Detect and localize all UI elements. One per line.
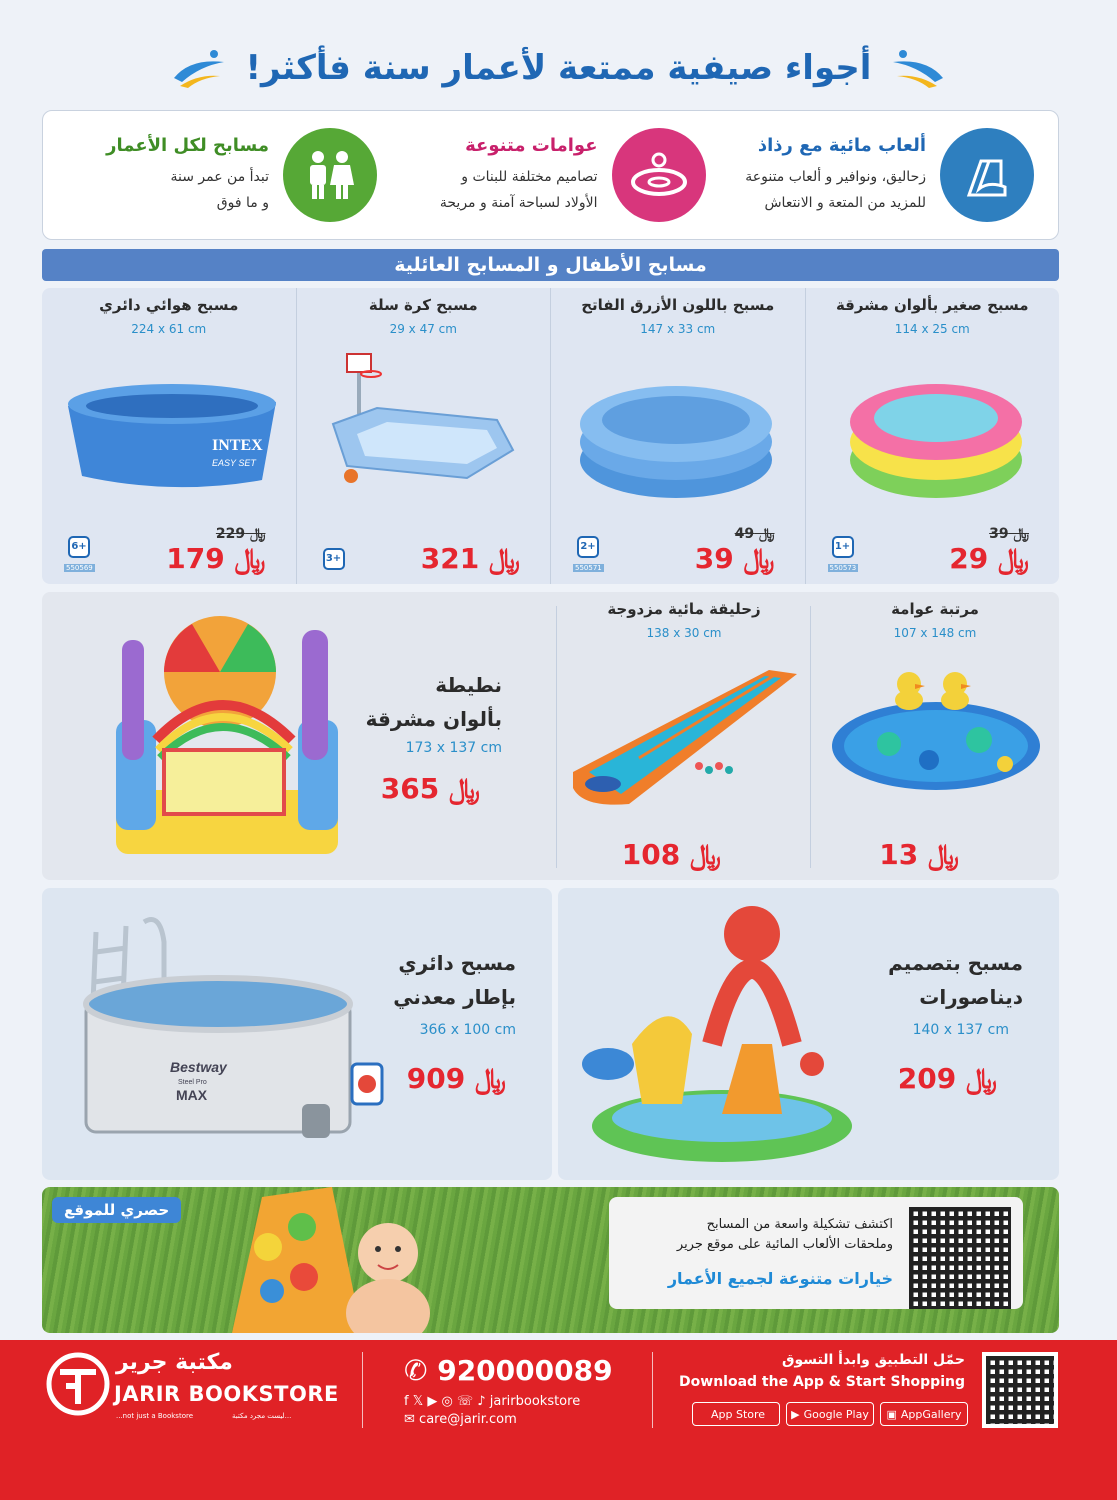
rainbow-pool-image <box>826 350 1040 510</box>
social-handle[interactable]: f 𝕏 ▶ ◎ ☏ ♪ jarirbookstore <box>404 1394 581 1409</box>
svg-text:MAX: MAX <box>176 1087 208 1103</box>
water-slide-image <box>569 662 799 812</box>
product-name: مسبح دائري بإطار معدني <box>393 951 516 1009</box>
feature-desc: زحاليق، ونوافير و ألعاب متنوعة <box>745 168 926 185</box>
old-price: ﷼ 39 <box>989 526 1029 542</box>
product-price: ﷼ 365 <box>380 772 480 805</box>
basketball-pool-image <box>317 350 531 510</box>
jarir-logo-icon <box>46 1352 110 1416</box>
swim-ring-icon <box>612 128 706 222</box>
svg-text:INTEX: INTEX <box>212 437 263 454</box>
product-size: 140 x 137 cm <box>912 1022 1009 1038</box>
product-price: ﷼ 209 <box>897 1062 997 1095</box>
old-price: ﷼ 229 <box>215 526 266 542</box>
product-card[interactable] <box>559 592 809 880</box>
divider <box>652 1352 653 1428</box>
product-size: 114 x 25 cm <box>894 322 970 336</box>
age-badge: 1+ <box>832 536 854 558</box>
feature-pools-all-ages <box>67 128 377 222</box>
age-badge: 6+ <box>68 536 90 558</box>
frame-pool-image <box>50 912 390 1162</box>
product-card[interactable] <box>811 592 1059 880</box>
product-card[interactable] <box>42 592 556 880</box>
features-panel <box>42 110 1059 240</box>
gallery-icon: ▣ <box>886 1407 897 1421</box>
promo-text: اكتشف تشكيلة واسعة من المسابح وملحقات الألعاب المائية على موقع جرير <box>676 1217 893 1252</box>
svg-text:Bestway: Bestway <box>170 1059 227 1075</box>
logo-english: JARIR BOOKSTORE <box>114 1382 339 1406</box>
product-card[interactable] <box>42 288 296 584</box>
old-price: ﷼ 49 <box>734 526 775 542</box>
product-size: 224 x 61 cm <box>131 322 207 336</box>
age-badge: 2+ <box>577 536 599 558</box>
product-size: 29 x 47 cm <box>389 322 457 336</box>
product-price: ﷼ 39 <box>694 542 775 575</box>
feature-title: ألعاب مائية مع رذاذ <box>757 134 926 156</box>
product-size: 138 x 30 cm <box>646 626 722 640</box>
divider <box>556 606 557 868</box>
exclusive-badge: حصري للموقع <box>52 1197 181 1223</box>
section-title: مسابح الأطفال و المسابح العائلية <box>42 249 1059 281</box>
feature-floats <box>396 128 706 222</box>
feature-desc: للمزيد من المتعة و الانتعاش <box>764 194 926 211</box>
product-price: ﷼ 179 <box>166 542 266 575</box>
product-size: 366 x 100 cm <box>419 1022 516 1038</box>
feature-desc: الأولاد لسباحة آمنة و مريحة <box>439 194 598 211</box>
slide-icon <box>940 128 1034 222</box>
feature-desc: و ما فوق <box>216 194 269 211</box>
product-name: نطيطة بألوان مشرقة <box>365 673 502 731</box>
bouncer-image <box>102 600 342 870</box>
sku-label: 550571 <box>575 564 602 572</box>
qr-code[interactable] <box>909 1207 1011 1309</box>
tagline-ar: ...ليست مجرد مكتبة <box>232 1412 292 1420</box>
sku-label: 550573 <box>829 564 857 572</box>
age-badge: 3+ <box>323 548 345 570</box>
blue-pool-image <box>571 350 785 510</box>
promo-banner[interactable] <box>42 1187 1059 1333</box>
product-price: ﷼ 13 <box>879 838 959 871</box>
baby-play-image <box>192 1187 472 1333</box>
logo-arabic: مكتبة جرير <box>116 1350 233 1375</box>
dinosaur-pool-image <box>572 904 882 1174</box>
footer <box>0 1340 1117 1500</box>
feature-title: مسابح لكل الأعمار <box>106 134 269 156</box>
page-header <box>0 36 1117 100</box>
download-app-en: Download the App & Start Shopping <box>679 1374 965 1390</box>
products-row-1 <box>42 288 1059 584</box>
product-name: مسبح صغير بألوان مشرقة <box>835 296 1029 314</box>
email-contact[interactable]: ✉ care@jarir.com <box>404 1412 517 1427</box>
product-name: مرتبة عوامة <box>891 600 979 618</box>
page-title: أجواء صيفية ممتعة لأعمار سنة فأكثر! <box>245 48 872 88</box>
app-qr-code[interactable] <box>982 1352 1058 1428</box>
product-card[interactable] <box>550 288 805 584</box>
water-splash-icon <box>170 48 228 88</box>
svg-text:Steel Pro: Steel Pro <box>178 1079 207 1086</box>
product-size: 173 x 137 cm <box>405 740 502 756</box>
kids-icon <box>283 128 377 222</box>
product-card[interactable] <box>42 888 552 1180</box>
app-store-button[interactable]: App Store <box>692 1402 780 1426</box>
phone-icon: ✆ <box>404 1354 428 1387</box>
feature-title: عوامات متنوعة <box>465 134 598 156</box>
product-price: ﷼ 909 <box>406 1062 506 1095</box>
product-name: زحليقة مائية مزدوجة <box>607 600 761 618</box>
product-name: مسبح كرة سلة <box>368 296 478 314</box>
product-name: مسبح بتصميم ديناصورات <box>888 951 1023 1009</box>
social-icons: f 𝕏 ▶ ◎ ☏ ♪ <box>404 1394 486 1409</box>
promo-link[interactable]: خيارات متنوعة لجميع الأعمار <box>667 1269 893 1288</box>
svg-text:EASY SET: EASY SET <box>212 458 256 468</box>
intex-pool-image <box>62 350 276 510</box>
splash-mat-image <box>829 664 1043 794</box>
product-card[interactable] <box>296 288 551 584</box>
app-gallery-button[interactable]: ▣ AppGallery <box>880 1402 968 1426</box>
mail-icon: ✉ <box>404 1412 415 1427</box>
google-play-button[interactable]: ▶ Google Play <box>786 1402 874 1426</box>
product-card[interactable] <box>805 288 1060 584</box>
phone-number[interactable]: ✆ 920000089 <box>404 1354 613 1387</box>
tagline-en: ...not just a Bookstore <box>116 1412 194 1420</box>
product-name: مسبح هوائي دائري <box>99 296 239 314</box>
feature-desc: تبدأ من عمر سنة <box>170 168 269 185</box>
feature-water-games <box>724 128 1034 222</box>
products-row-2 <box>42 592 1059 880</box>
download-app-ar: حمّل التطبيق وابدأ التسوق <box>781 1352 965 1368</box>
sku-label: 550569 <box>66 564 93 572</box>
product-card[interactable] <box>558 888 1059 1180</box>
divider <box>810 606 811 868</box>
play-icon: ▶ <box>791 1407 800 1421</box>
product-size: 147 x 33 cm <box>640 322 716 336</box>
feature-desc: تصاميم مختلفة للبنات و <box>461 168 598 185</box>
product-name: مسبح باللون الأزرق الفاتح <box>581 296 775 314</box>
product-size: 107 x 148 cm <box>893 626 977 640</box>
product-price: ﷼ 321 <box>420 542 520 575</box>
water-splash-icon <box>889 48 947 88</box>
promo-box[interactable] <box>609 1197 1023 1309</box>
product-price: ﷼ 29 <box>949 542 1029 575</box>
divider <box>362 1352 363 1428</box>
product-price: ﷼ 108 <box>621 838 721 871</box>
